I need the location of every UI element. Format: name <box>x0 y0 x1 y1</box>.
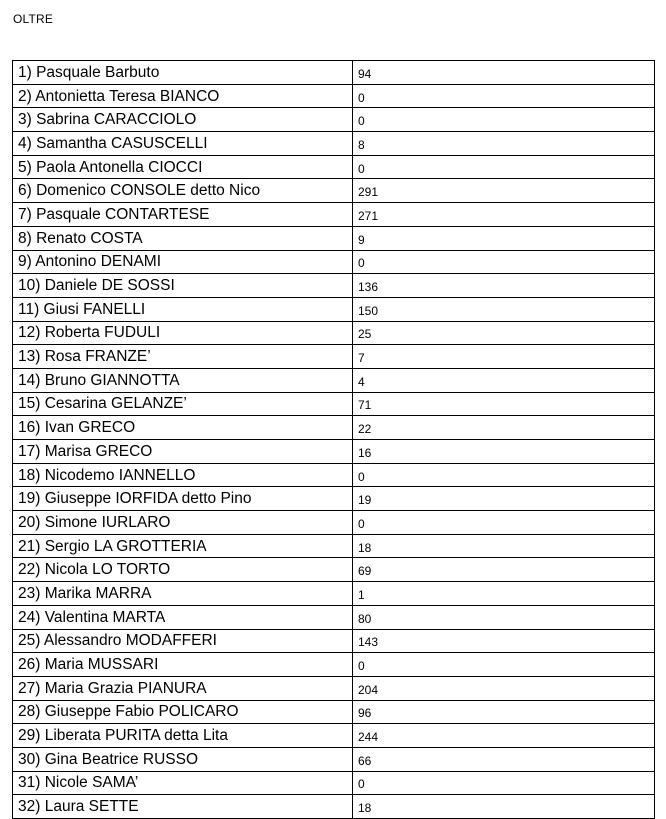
candidate-name-cell: 6) Domenico CONSOLE detto Nico <box>13 179 353 203</box>
vote-count-cell: 22 <box>353 416 655 440</box>
vote-count-cell: 9 <box>353 226 655 250</box>
vote-count-cell: 96 <box>353 700 655 724</box>
vote-count-cell: 0 <box>353 463 655 487</box>
table-row <box>13 368 655 392</box>
table-row <box>13 132 655 156</box>
candidate-name-cell: 28) Giuseppe Fabio POLICARO <box>13 700 353 724</box>
candidate-name-cell: 3) Sabrina CARACCIOLO <box>13 108 353 132</box>
candidate-name-cell: 12) Roberta FUDULI <box>13 321 353 345</box>
vote-count-cell: 0 <box>353 653 655 677</box>
vote-count-cell: 143 <box>353 629 655 653</box>
candidate-name-cell: 4) Samantha CASUSCELLI <box>13 132 353 156</box>
vote-count-cell: 136 <box>353 274 655 298</box>
candidate-name-cell: 30) Gina Beatrice RUSSO <box>13 747 353 771</box>
table-row <box>13 84 655 108</box>
vote-count-cell: 66 <box>353 747 655 771</box>
table-row <box>13 297 655 321</box>
candidates-table-body <box>13 61 655 819</box>
vote-count-cell: 0 <box>353 250 655 274</box>
table-row <box>13 511 655 535</box>
candidate-name-cell: 13) Rosa FRANZE’ <box>13 345 353 369</box>
vote-count-cell: 150 <box>353 297 655 321</box>
candidate-name-cell: 21) Sergio LA GROTTERIA <box>13 534 353 558</box>
candidate-name-cell: 5) Paola Antonella CIOCCI <box>13 155 353 179</box>
candidate-name-cell: 25) Alessandro MODAFFERI <box>13 629 353 653</box>
table-row <box>13 747 655 771</box>
candidate-name-cell: 11) Giusi FANELLI <box>13 297 353 321</box>
candidate-name-cell: 15) Cesarina GELANZE’ <box>13 392 353 416</box>
table-row <box>13 582 655 606</box>
table-row <box>13 274 655 298</box>
candidate-name-cell: 7) Pasquale CONTARTESE <box>13 203 353 227</box>
candidate-name-cell: 10) Daniele DE SOSSI <box>13 274 353 298</box>
vote-count-cell: 0 <box>353 84 655 108</box>
candidate-name-cell: 27) Maria Grazia PIANURA <box>13 676 353 700</box>
table-row <box>13 179 655 203</box>
table-row <box>13 392 655 416</box>
table-row <box>13 724 655 748</box>
vote-count-cell: 271 <box>353 203 655 227</box>
candidate-name-cell: 32) Laura SETTE <box>13 795 353 819</box>
vote-count-cell: 1 <box>353 582 655 606</box>
candidate-name-cell: 9) Antonino DENAMI <box>13 250 353 274</box>
candidate-name-cell: 29) Liberata PURITA detta Lita <box>13 724 353 748</box>
candidate-name-cell: 8) Renato COSTA <box>13 226 353 250</box>
vote-count-cell: 0 <box>353 108 655 132</box>
table-row <box>13 155 655 179</box>
table-row <box>13 558 655 582</box>
table-row <box>13 226 655 250</box>
table-row <box>13 321 655 345</box>
candidate-name-cell: 16) Ivan GRECO <box>13 416 353 440</box>
candidate-name-cell: 31) Nicole SAMA’ <box>13 771 353 795</box>
candidate-name-cell: 17) Marisa GRECO <box>13 440 353 464</box>
table-row <box>13 771 655 795</box>
candidate-name-cell: 26) Maria MUSSARI <box>13 653 353 677</box>
vote-count-cell: 0 <box>353 155 655 179</box>
list-heading: OLTRE <box>13 12 54 26</box>
table-row <box>13 203 655 227</box>
table-row <box>13 605 655 629</box>
vote-count-cell: 291 <box>353 179 655 203</box>
candidate-name-cell: 1) Pasquale Barbuto <box>13 61 353 85</box>
table-row <box>13 416 655 440</box>
table-row <box>13 629 655 653</box>
table-row <box>13 250 655 274</box>
vote-count-cell: 18 <box>353 795 655 819</box>
table-row <box>13 534 655 558</box>
vote-count-cell: 204 <box>353 676 655 700</box>
table-row <box>13 463 655 487</box>
table-row <box>13 653 655 677</box>
vote-count-cell: 0 <box>353 771 655 795</box>
candidate-name-cell: 22) Nicola LO TORTO <box>13 558 353 582</box>
vote-count-cell: 69 <box>353 558 655 582</box>
vote-count-cell: 94 <box>353 61 655 85</box>
candidate-name-cell: 19) Giuseppe IORFIDA detto Pino <box>13 487 353 511</box>
candidate-name-cell: 20) Simone IURLARO <box>13 511 353 535</box>
table-row <box>13 345 655 369</box>
vote-count-cell: 4 <box>353 368 655 392</box>
candidates-table <box>12 60 655 819</box>
table-row <box>13 700 655 724</box>
table-row <box>13 440 655 464</box>
vote-count-cell: 19 <box>353 487 655 511</box>
vote-count-cell: 7 <box>353 345 655 369</box>
vote-count-cell: 80 <box>353 605 655 629</box>
table-row <box>13 795 655 819</box>
candidate-name-cell: 14) Bruno GIANNOTTA <box>13 368 353 392</box>
vote-count-cell: 244 <box>353 724 655 748</box>
candidate-name-cell: 23) Marika MARRA <box>13 582 353 606</box>
table-row <box>13 676 655 700</box>
candidate-name-cell: 24) Valentina MARTA <box>13 605 353 629</box>
vote-count-cell: 25 <box>353 321 655 345</box>
vote-count-cell: 16 <box>353 440 655 464</box>
table-row <box>13 487 655 511</box>
vote-count-cell: 71 <box>353 392 655 416</box>
vote-count-cell: 18 <box>353 534 655 558</box>
vote-count-cell: 0 <box>353 511 655 535</box>
vote-count-cell: 8 <box>353 132 655 156</box>
candidate-name-cell: 18) Nicodemo IANNELLO <box>13 463 353 487</box>
table-row <box>13 61 655 85</box>
table-row <box>13 108 655 132</box>
candidate-name-cell: 2) Antonietta Teresa BIANCO <box>13 84 353 108</box>
